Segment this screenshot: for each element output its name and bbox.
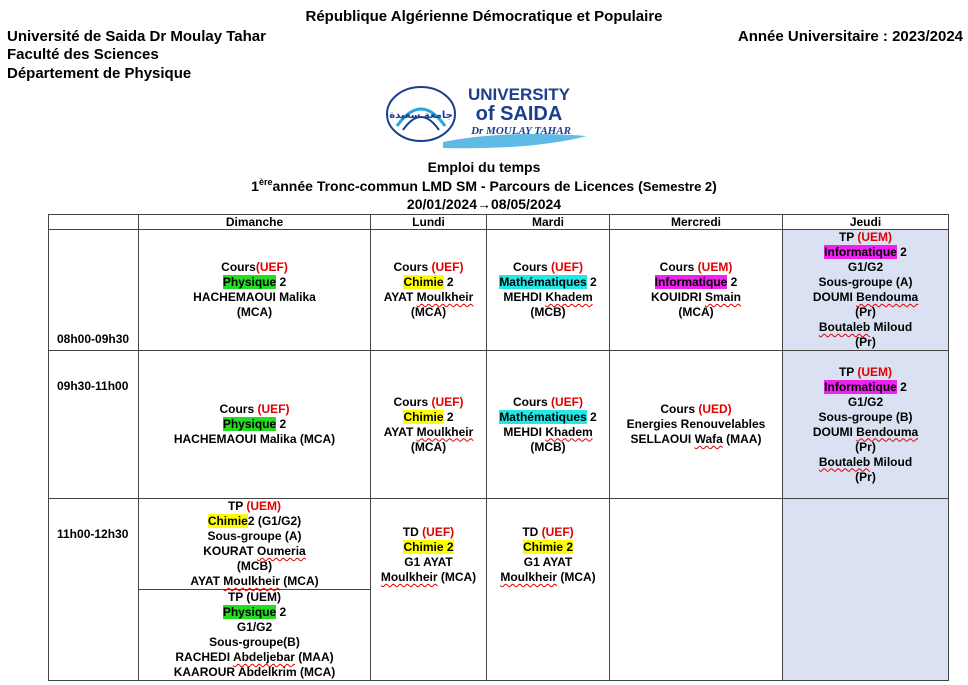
- teacher-name: Bendouma: [856, 424, 919, 439]
- teacher: KOUIDRI: [650, 290, 705, 304]
- teacher: HACHEMAOUI Malika (MCA): [173, 432, 336, 446]
- teacher-name: Moulkheir: [380, 570, 438, 584]
- type: TD: [522, 525, 542, 539]
- teacher2: Boutaleb: [818, 454, 871, 469]
- teacher: G1 AYAT: [404, 555, 453, 569]
- teacher-name: Smain: [704, 290, 741, 304]
- groups: G1/G2: [847, 260, 884, 274]
- subject: Mathématiques: [499, 409, 587, 424]
- grade: (MCB): [530, 439, 566, 454]
- r3-lundi: [371, 499, 487, 681]
- corner-cell: [49, 215, 139, 230]
- day-dimanche: Dimanche: [139, 215, 371, 230]
- grade: (MCB): [530, 305, 566, 319]
- day-mardi: Mardi: [487, 215, 610, 230]
- code: (UEF): [431, 260, 464, 274]
- teacher: DOUMI: [812, 424, 857, 439]
- teacher: G1 AYAT: [523, 555, 573, 569]
- r3-dimanche-b: [139, 590, 371, 681]
- subject: Physique: [222, 275, 277, 289]
- teacher-name: Oumeria: [257, 544, 306, 558]
- slot-0930: 09h30-11h00: [49, 351, 139, 499]
- faculty-name: Faculté des Sciences: [7, 46, 159, 63]
- type: Cours: [219, 402, 258, 416]
- teacher: MEHDI: [503, 424, 546, 439]
- day-jeudi: Jeudi: [783, 215, 949, 230]
- day-lundi: Lundi: [371, 215, 487, 230]
- type: Cours: [393, 260, 432, 274]
- teacher2-name: Miloud: [870, 320, 913, 334]
- teacher: DOUMI: [812, 290, 857, 304]
- grade: (MCA): [557, 570, 596, 584]
- subtitle-end: ): [712, 178, 717, 194]
- type: Cours: [512, 394, 551, 409]
- code: (UED): [698, 402, 732, 416]
- num: 2: [443, 409, 454, 424]
- teacher: RACHEDI: [175, 650, 233, 664]
- r1-lundi: [371, 230, 487, 351]
- r2-mercredi: [610, 351, 783, 499]
- r3-mardi: [487, 499, 610, 681]
- grade: (Pr): [855, 305, 876, 319]
- type: Cours: [393, 394, 432, 409]
- groups: G1/G2: [236, 620, 273, 634]
- grade: (MCB): [236, 559, 273, 573]
- r2-lundi: [371, 351, 487, 499]
- type: TP: [227, 499, 247, 513]
- table-row: [49, 230, 949, 351]
- r3-mercredi: [610, 499, 783, 681]
- subject: Mathématiques: [499, 275, 587, 289]
- teacher: AYAT: [383, 424, 417, 439]
- subject: Physique: [222, 417, 277, 431]
- r1-dimanche: [139, 230, 371, 351]
- teacher-name: Khadem: [545, 290, 593, 304]
- slot-0800: 08h00-09h30: [49, 230, 139, 351]
- republic-title: République Algérienne Démocratique et Populaire: [305, 8, 663, 25]
- type: TP: [838, 364, 858, 379]
- header-row: [49, 215, 949, 230]
- grade2: (MCA): [279, 574, 319, 588]
- num: 2: [727, 275, 738, 289]
- department-name: Département de Physique: [7, 65, 192, 82]
- code: (UEM): [857, 364, 893, 379]
- grade: (MCA): [236, 305, 273, 319]
- type: Cours: [221, 260, 256, 274]
- code: (UEF): [422, 525, 455, 539]
- teacher: KOURAT: [203, 544, 258, 558]
- code: (UEM): [697, 260, 733, 274]
- r1-jeudi: [783, 230, 949, 351]
- slot-1100: 11h00-12h30: [49, 499, 139, 681]
- subgroup: Sous-groupe (A): [818, 275, 913, 289]
- ordinal-sup: ère: [258, 177, 273, 187]
- r2-dimanche: [139, 351, 371, 499]
- teacher: SELLAOUI: [630, 432, 695, 446]
- num: 2: [443, 275, 454, 289]
- subject: Informatique: [824, 245, 897, 259]
- num: 2: [586, 275, 597, 289]
- schedule-subtitle: [0, 178, 968, 195]
- teacher2: Boutaleb: [818, 320, 871, 334]
- teacher2-name: Moulkheir: [223, 574, 280, 588]
- academic-year: Année Universitaire : 2023/2024: [737, 28, 963, 45]
- code: (UEF): [257, 402, 290, 416]
- num: 2: [586, 409, 597, 424]
- timetable: [48, 214, 949, 681]
- r1-mercredi: [610, 230, 783, 351]
- subgroup: Sous-groupe (B): [818, 409, 913, 424]
- grade2: (Pr): [855, 335, 876, 349]
- teacher2: KAAROUR Abdelkrim (MCA): [173, 665, 336, 679]
- semester: Semestre 2: [642, 179, 713, 194]
- teacher: MEHDI: [503, 290, 546, 304]
- teacher-name: Moulkheir: [500, 570, 557, 584]
- subject: Informatique: [654, 275, 728, 289]
- schedule-period: 20/01/2024→08/05/2024: [406, 196, 562, 212]
- ordinal: 1: [251, 178, 259, 194]
- subtitle-main: année Tronc-commun LMD SM - Parcours de Licences (: [272, 178, 643, 194]
- type: Cours: [512, 260, 551, 274]
- groups: 2 (G1/G2): [247, 514, 302, 528]
- schedule-title: Emploi du temps: [427, 159, 541, 175]
- day-mercredi: Mercredi: [610, 215, 783, 230]
- table-row: [49, 351, 949, 499]
- university-name: Université de Saida Dr Moulay Tahar: [7, 28, 266, 45]
- teacher2-name: Miloud: [870, 454, 913, 469]
- teacher: AYAT: [383, 290, 417, 304]
- subject: Chimie: [207, 514, 248, 528]
- subgroup: Sous-groupe(B): [209, 635, 300, 649]
- teacher-name: Khadem: [545, 424, 593, 439]
- code: (UEF): [255, 260, 288, 274]
- subject: Chimie 2: [522, 540, 573, 554]
- subject: Energies Renouvelables: [626, 417, 766, 431]
- university-logo: [383, 84, 589, 154]
- teacher: HACHEMAOUI Malika: [193, 290, 316, 304]
- r1-mardi: [487, 230, 610, 351]
- subject: Chimie: [403, 409, 444, 424]
- groups: G1/G2: [847, 394, 884, 409]
- subject: Chimie 2: [403, 540, 454, 554]
- logo-line3: Dr MOULAY TAHAR: [471, 125, 571, 137]
- r2-mardi: [487, 351, 610, 499]
- num: 2: [276, 605, 287, 619]
- num: 2: [276, 417, 287, 431]
- num: 2: [276, 275, 287, 289]
- logo-arabic: جامعة سعيدة: [389, 110, 453, 121]
- teacher-name: Wafa: [694, 432, 723, 446]
- grade2: (Pr): [855, 469, 876, 484]
- code: (UEF): [551, 260, 583, 274]
- code: (UEM): [246, 499, 282, 513]
- code: (UEF): [551, 394, 583, 409]
- grade: (MCA): [410, 439, 447, 454]
- teacher-name: Bendouma: [856, 290, 919, 304]
- grade: (MCA): [437, 570, 477, 584]
- subject: Informatique: [824, 379, 897, 394]
- table-row: [49, 499, 949, 590]
- r3-jeudi: [783, 499, 949, 681]
- type: Cours: [659, 260, 698, 274]
- subgroup: Sous-groupe (A): [207, 529, 302, 543]
- code: (UEM): [857, 230, 893, 244]
- grade: (MCA): [678, 305, 714, 319]
- type: TP (UEM): [227, 590, 282, 604]
- logo-line1: UNIVERSITY: [467, 85, 571, 104]
- grade: (MAA): [294, 650, 334, 664]
- teacher2: AYAT: [190, 574, 224, 588]
- teacher-name: Moulkheir: [416, 424, 474, 439]
- grade: (MCA): [410, 305, 447, 319]
- r3-dimanche-a: [139, 499, 371, 590]
- teacher-name: Moulkheir: [416, 290, 474, 304]
- num: 2: [896, 245, 907, 259]
- r2-jeudi: [783, 351, 949, 499]
- num: 2: [896, 379, 907, 394]
- code: (UEF): [541, 525, 574, 539]
- code: (UEF): [431, 394, 464, 409]
- subject: Physique: [222, 605, 277, 619]
- subject: Chimie: [403, 275, 444, 289]
- type: TP: [838, 230, 858, 244]
- grade: (MAA): [722, 432, 762, 446]
- teacher-name: Abdeljebar: [232, 650, 295, 664]
- logo-line2: of SAIDA: [475, 103, 563, 125]
- type: Cours: [660, 402, 699, 416]
- grade: (Pr): [855, 439, 876, 454]
- type: TD: [402, 525, 423, 539]
